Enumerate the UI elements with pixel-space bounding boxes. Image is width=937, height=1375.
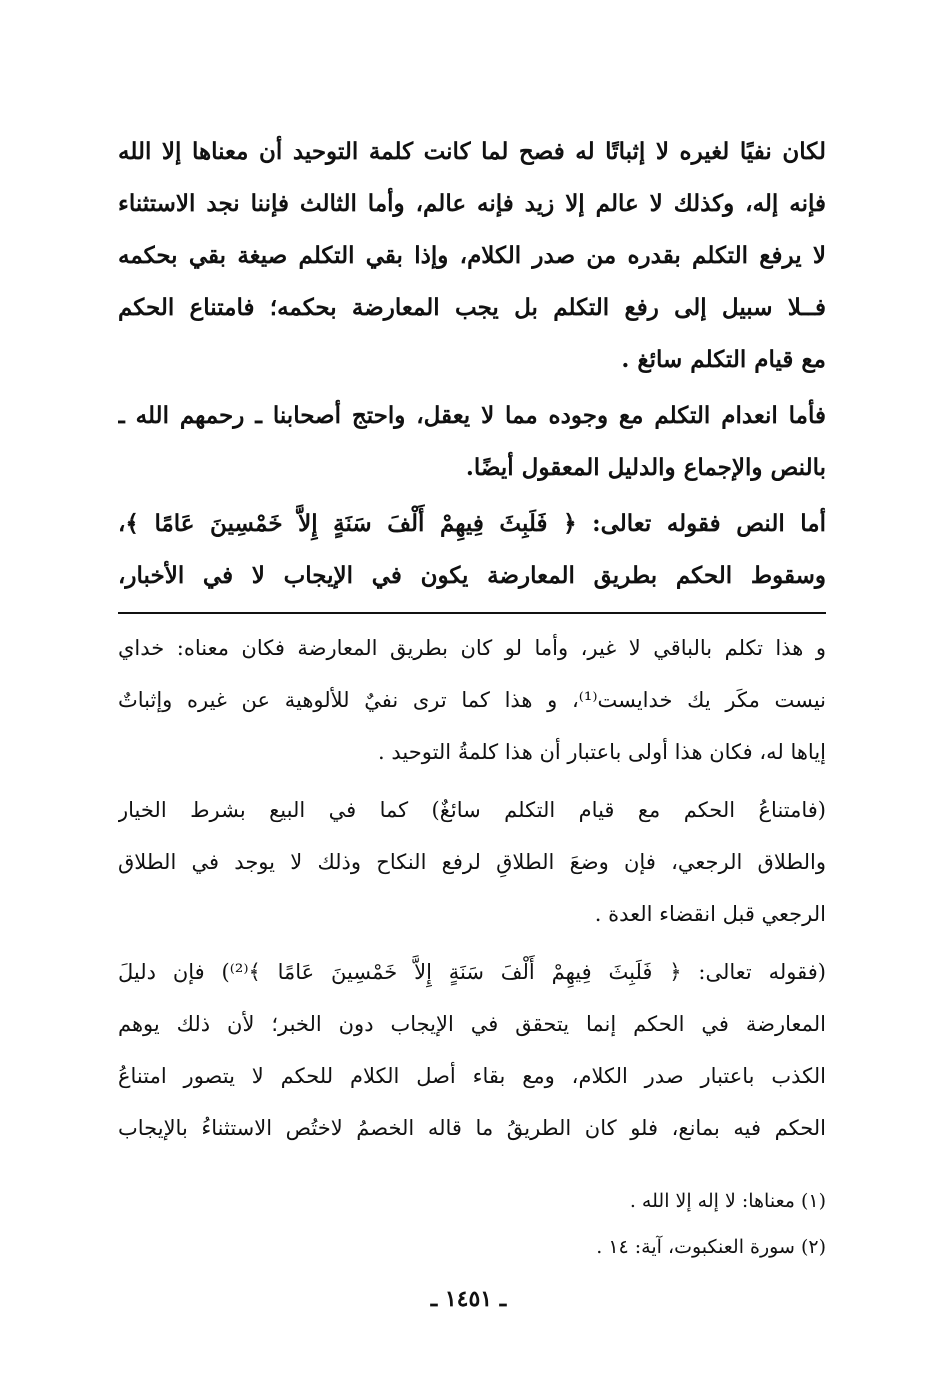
commentary-text <box>118 622 826 1154</box>
footnotes <box>118 1178 826 1270</box>
text-line: الكذب باعتبار صدر الكلام، ومع بقاء أصل الكلام للحكم لا يتصور امتناعُ <box>118 1064 826 1088</box>
text-line: إياها له، فكان هذا أولى باعتبار أن هذا كلمةُ التوحيد . <box>378 740 826 764</box>
text-line: الرجعي قبل انقضاء العدة . <box>594 902 826 926</box>
commentary-paragraph-1 <box>118 622 826 778</box>
main-paragraph-2 <box>118 390 826 494</box>
text-line: مع قيام التكلم سائغ . <box>621 346 826 373</box>
page-number: ـ ١٤٥١ ـ <box>430 1286 507 1312</box>
main-paragraph-3 <box>118 498 826 602</box>
text-line: بالنص والإجماع والدليل المعقول أيضًا. <box>465 454 826 481</box>
section-divider <box>118 612 826 614</box>
text-line: فــلا سبيل إلى رفع التكلم بل يجب المعارضة بحكمه؛ فامتناع الحكم <box>118 294 826 321</box>
text-line: نيست مكَر يك خدايست⁽¹⁾، و هذا كما ترى نفيٌ للألوهية عن غيره وإثباتٌ <box>118 688 826 712</box>
text-line: والطلاق الرجعي، فإن وضعَ الطلاقِ لرفع النكاح وذلك لا يوجد في الطلاق <box>118 850 826 874</box>
text-line: (فامتناعُ الحكم مع قيام التكلم سائغٌ) كما في البيع بشرط الخيار <box>118 798 826 822</box>
footnote-1: (١) معناها: لا إله إلا الله . <box>629 1190 826 1212</box>
text-line: أما النص فقوله تعالى: ﴿ فَلَبِثَ فِيهِمْ أَلْفَ سَنَةٍ إِلاَّ خَمْسِينَ عَامًا ﴾، <box>118 510 826 537</box>
text-line: الحكم فيه بمانع، فلو كان الطريقُ ما قاله الخصمُ لاختُص الاستثناءُ بالإيجاب <box>118 1116 826 1140</box>
footnote-2: (٢) سورة العنكبوت، آية: ١٤ . <box>596 1236 826 1258</box>
text-line: فإنه إله، وكذلك لا عالم إلا زيد فإنه عالم، وأما الثالث فإننا نجد الاستثناء <box>118 190 826 217</box>
commentary-paragraph-2 <box>118 784 826 940</box>
text-line: وسقوط الحكم بطريق المعارضة يكون في الإيجاب لا في الأخبار، <box>118 562 826 589</box>
text-line: (فقوله تعالى: ﴿ فَلَبِثَ فِيهِمْ أَلْفَ سَنَةٍ إِلاَّ خَمْسِينَ عَامًا ﴾⁽²⁾) فإن دليلَ <box>118 960 826 984</box>
text-line: المعارضة في الحكم إنما يتحقق في الإيجاب دون الخبر؛ لأن ذلك يوهم <box>118 1012 826 1036</box>
text-line: و هذا تكلم بالباقي لا غير، وأما لو كان بطريق المعارضة فكان معناه: خداي <box>118 636 826 660</box>
main-paragraph-1 <box>118 126 826 386</box>
text-line: فأما انعدام التكلم مع وجوده مما لا يعقل، واحتج أصحابنا ـ رحمهم الله ـ <box>118 402 826 429</box>
text-line: لكان نفيًا لغيره لا إثباتًا له فصح لما كانت كلمة التوحيد أن معناها إلا الله <box>118 138 826 165</box>
main-text <box>118 126 826 602</box>
book-page <box>118 126 826 1326</box>
text-line: لا يرفع التكلم بقدره من صدر الكلام، وإذا بقي التكلم صيغة بقي بحكمه <box>118 242 826 269</box>
commentary-paragraph-3 <box>118 946 826 1154</box>
